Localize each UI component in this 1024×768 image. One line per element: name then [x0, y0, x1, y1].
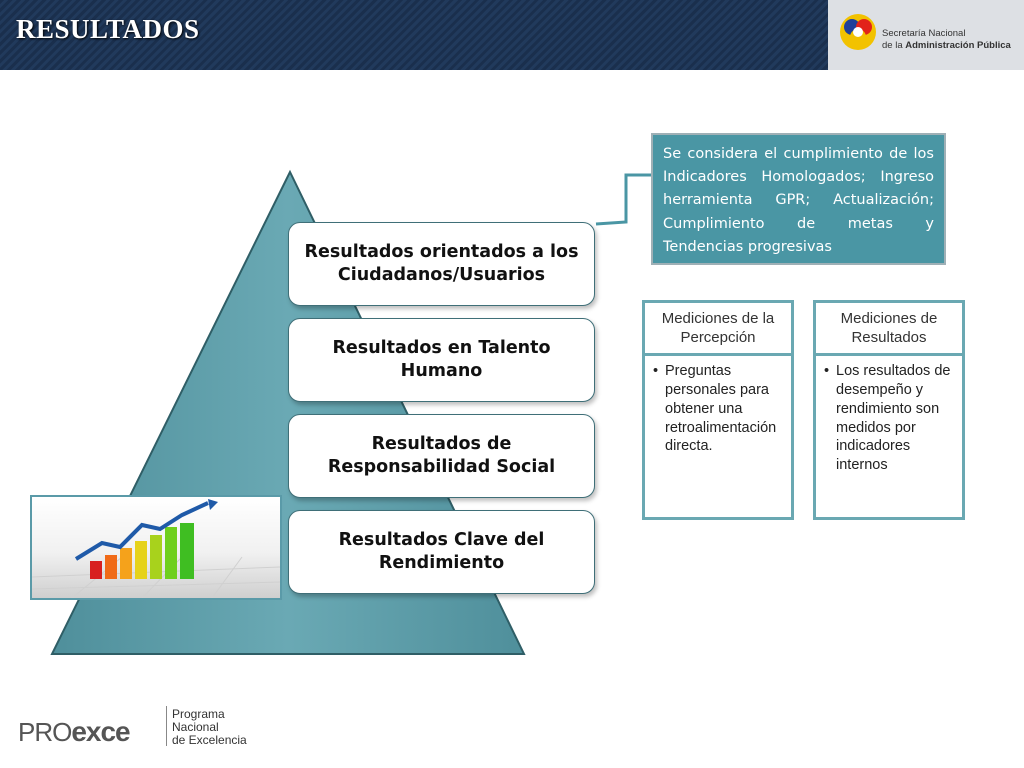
- card-resultados: [813, 300, 965, 520]
- card-bullet-text: Preguntas personales para obtener una retroalimentación directa.: [665, 363, 777, 455]
- card-bullet-item: [816, 356, 962, 475]
- card-title: Mediciones de la Percepción: [645, 303, 791, 356]
- org-logo-line1: Secretaría Nacional: [882, 28, 966, 39]
- page-title: RESULTADOS: [16, 14, 200, 44]
- growth-chart-image: [30, 495, 282, 600]
- card-title: Mediciones de Resultados: [816, 303, 962, 356]
- card-percepcion: [642, 300, 794, 520]
- callout-note: [651, 133, 946, 265]
- card-bullet-item: [645, 356, 791, 456]
- growth-chart-illustration: [32, 497, 280, 598]
- footer-logo-wordmark: PROexce: [18, 716, 130, 747]
- callout-text: Se considera el cumplimiento de los Indicadores Homologados; Ingreso herramienta GPR; Actualización; Cumplimiento de metas y Tendencias progresivas: [663, 146, 934, 255]
- bullet-icon: •: [653, 363, 659, 379]
- footer-logo-text: Programa Nacional de Excelencia: [172, 707, 247, 748]
- card-bullet-text: Los resultados de desempeño y rendimiento son medidos por indicadores internos: [836, 363, 951, 474]
- footer-logo-divider: [166, 706, 167, 746]
- org-logo-line2: de la Administración Pública: [882, 40, 1011, 51]
- pyramid-level-rendimiento: Resultados Clave del Rendimiento: [288, 510, 595, 594]
- bullet-icon: •: [824, 363, 830, 379]
- pyramid-level-talento-humano: Resultados en Talento Humano: [288, 318, 595, 402]
- footer-logo: [18, 706, 278, 746]
- pyramid-level-responsabilidad-social: Resultados de Responsabilidad Social: [288, 414, 595, 498]
- callout-connector: [596, 175, 652, 224]
- pyramid-level-ciudadanos: Resultados orientados a los Ciudadanos/Usuarios: [288, 222, 595, 306]
